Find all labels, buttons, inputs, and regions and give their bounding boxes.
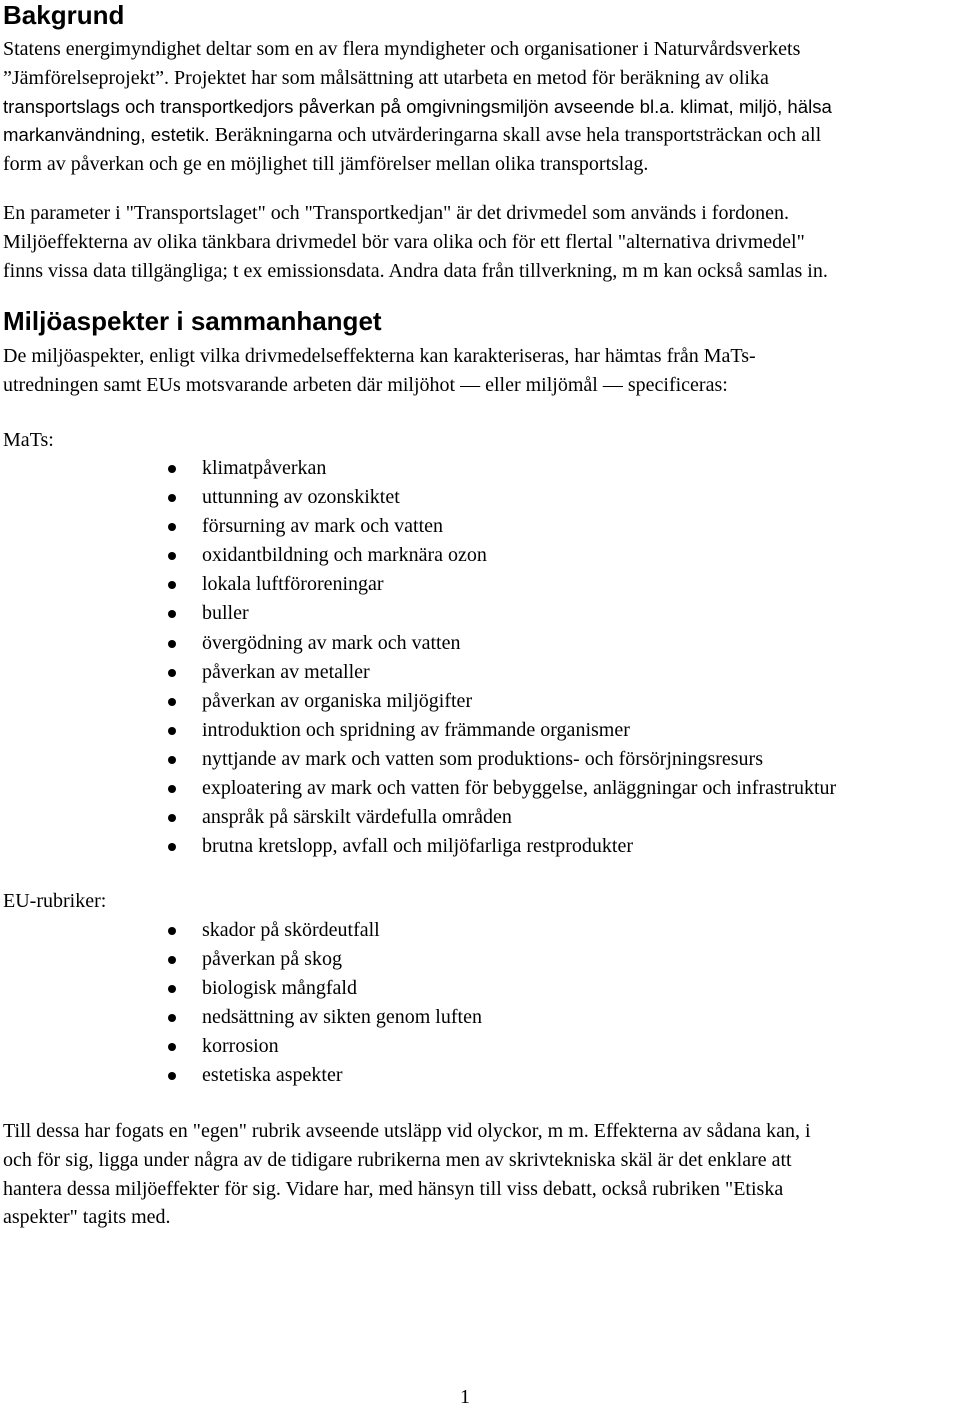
list-item [0, 803, 836, 832]
paragraph-line: Statens energimyndighet deltar som en av flera myndigheter och organisationer i Naturvårdsverkets [3, 38, 801, 60]
bullet-icon [168, 785, 176, 793]
paragraph-line-sans: markanvändning, estetik. [3, 124, 210, 146]
paragraph-background-intro [3, 35, 953, 179]
eu-list [0, 916, 482, 1091]
bullet-icon [168, 843, 176, 851]
list-item [0, 599, 836, 628]
paragraph-line: utredningen samt EUs motsvarande arbeten där miljöhot — eller miljömål — specificeras: [3, 373, 728, 396]
bullet-icon [168, 581, 176, 589]
bullet-icon [168, 985, 176, 993]
heading-bakgrund: Bakgrund [3, 0, 125, 30]
heading-miljoaspekter: Miljöaspekter i sammanhanget [3, 306, 382, 336]
list-item-text: försurning av mark och vatten [202, 515, 444, 538]
list-item-text: buller [202, 602, 249, 625]
list-item [0, 658, 836, 687]
list-item [0, 570, 836, 599]
list-item [0, 1061, 482, 1090]
paragraph-line: och för sig, ligga under några av de tidigare rubrikerna men av skrivtekniska skäl är det enklare att [3, 1148, 792, 1171]
paragraph-line-rest: Beräkningarna och utvärderingarna skall avse hela transportsträckan och all [209, 124, 822, 147]
list-item [0, 512, 836, 541]
list-item [0, 974, 482, 1003]
paragraph-line: Miljöeffekterna av olika tänkbara drivmedel bör vara olika och för ett flertal "alternativa drivmedel" [3, 230, 805, 253]
paragraph-line: form av påverkan och ge en möjlighet till jämförelser mellan olika transportslag. [3, 153, 649, 176]
bullet-icon [168, 727, 176, 735]
bullet-icon [168, 956, 176, 964]
paragraph-line: hantera dessa miljöeffekter för sig. Vidare har, med hänsyn till viss debatt, också rubriken "Etiska [3, 1177, 784, 1200]
list-item-text: brutna kretslopp, avfall och miljöfarliga restprodukter [202, 835, 633, 858]
mats-list [0, 454, 836, 861]
page-number: 1 [460, 1386, 470, 1408]
bullet-icon [168, 927, 176, 935]
paragraph-parameter [3, 199, 953, 285]
mats-label: MaTs: [3, 429, 54, 451]
list-item-text: uttunning av ozonskiktet [202, 486, 400, 509]
list-item-text: skador på skördeutfall [202, 919, 380, 941]
list-item [0, 629, 836, 658]
list-item [0, 774, 836, 803]
list-item-text: påverkan av metaller [202, 660, 370, 683]
bullet-icon [168, 640, 176, 648]
bullet-icon [168, 610, 176, 618]
paragraph-line: ”Jämförelseprojekt”. Projektet har som målsättning att utarbeta en metod för beräkning av olika [3, 66, 769, 89]
bullet-icon [168, 669, 176, 677]
list-item [0, 945, 482, 974]
paragraph-line: transportslags och transportkedjors påverkan på omgivningsmiljön avseende bl.a. klimat, miljö, hälsa [3, 95, 832, 117]
paragraph-miljoaspekter-intro [3, 342, 953, 400]
list-item [0, 716, 836, 745]
paragraph-line: aspekter" tagits med. [3, 1206, 171, 1229]
list-item-text: estetiska aspekter [202, 1064, 343, 1087]
list-item-text: nyttjande av mark och vatten som produktions- och försörjningsresurs [202, 747, 763, 770]
list-item [0, 483, 836, 512]
list-item [0, 687, 836, 716]
list-item-text: exploatering av mark och vatten för bebyggelse, anläggningar och infrastruktur [202, 777, 837, 800]
bullet-icon [168, 756, 176, 764]
list-item-text: påverkan av organiska miljögifter [202, 689, 473, 712]
list-item-text: introduktion och spridning av främmande organismer [202, 718, 630, 741]
list-item-text: övergödning av mark och vatten [202, 631, 461, 654]
bullet-icon [168, 494, 176, 502]
bullet-icon [168, 1072, 176, 1080]
list-item [0, 745, 836, 774]
eu-label: EU-rubriker: [3, 890, 107, 912]
list-item [0, 916, 482, 945]
list-item-text: korrosion [202, 1035, 279, 1058]
list-item [0, 1003, 482, 1032]
bullet-icon [168, 523, 176, 531]
list-item [0, 832, 836, 861]
list-item-text: lokala luftföroreningar [202, 573, 384, 596]
list-item [0, 541, 836, 570]
bullet-icon [168, 1014, 176, 1022]
paragraph-line [3, 121, 953, 150]
list-item [0, 1032, 482, 1061]
paragraph-line: Till dessa har fogats en "egen" rubrik avseende utsläpp vid olyckor, m m. Effekterna av sådana kan, i [3, 1120, 811, 1142]
list-item [0, 454, 836, 483]
paragraph-closing [3, 1117, 953, 1232]
list-item-text: nedsättning av sikten genom luften [202, 1006, 482, 1029]
paragraph-line: finns vissa data tillgängliga; t ex emissionsdata. Andra data från tillverkning, m m kan också samlas in. [3, 259, 828, 282]
bullet-icon [168, 552, 176, 560]
bullet-icon [168, 465, 176, 473]
list-item-text: klimatpåverkan [202, 457, 327, 479]
paragraph-line: En parameter i "Transportslaget" och "Transportkedjan" är det drivmedel som används i fordonen. [3, 202, 789, 224]
list-item-text: påverkan på skog [202, 948, 342, 971]
list-item-text: anspråk på särskilt värdefulla områden [202, 806, 512, 829]
bullet-icon [168, 814, 176, 822]
paragraph-line: De miljöaspekter, enligt vilka drivmedelseffekterna kan karakteriseras, har hämtas från MaTs- [3, 345, 756, 367]
bullet-icon [168, 1043, 176, 1051]
bullet-icon [168, 698, 176, 706]
list-item-text: oxidantbildning och marknära ozon [202, 544, 487, 567]
list-item-text: biologisk mångfald [202, 977, 357, 1000]
